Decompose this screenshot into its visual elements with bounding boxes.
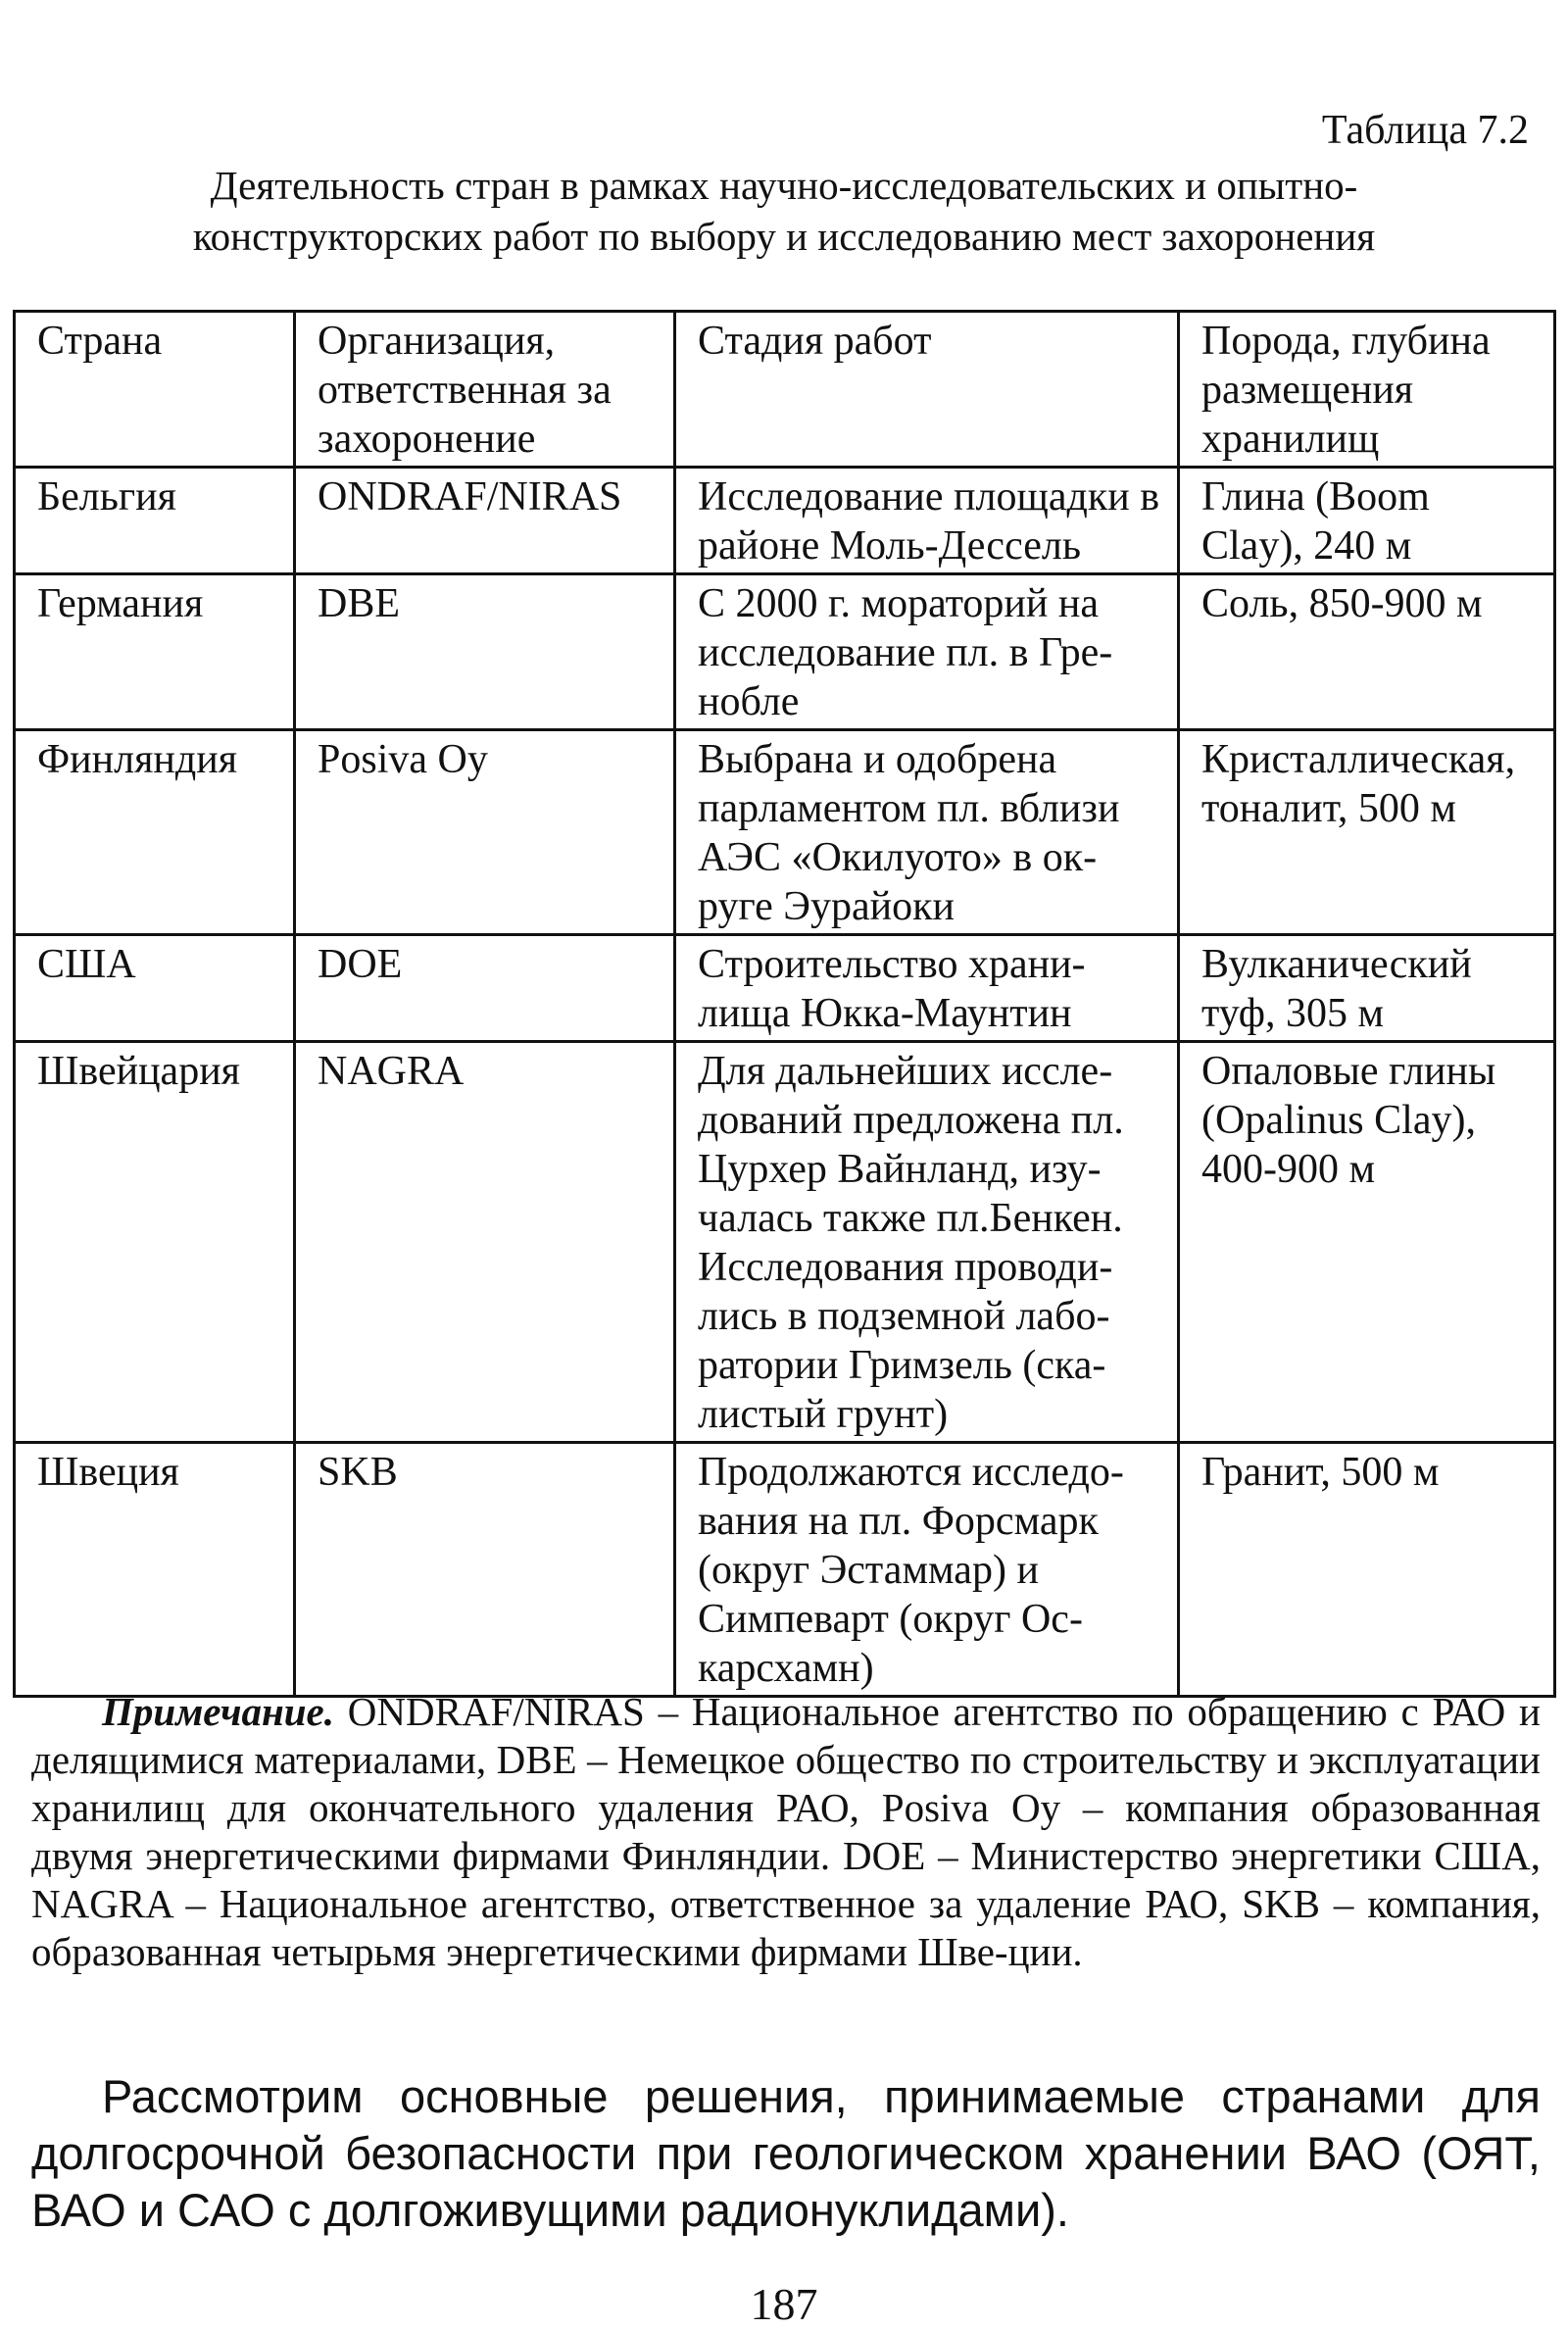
cell-stage: Продолжаются исследо-вания на пл. Форсмарк (округ Эстаммар) и Симпеварт (округ Ос-карсхамн) bbox=[675, 1443, 1179, 1697]
table-row bbox=[15, 730, 1555, 935]
cell-country: Германия bbox=[15, 574, 295, 730]
cell-stage: Для дальнейших иссле-дований предложена пл. Цурхер Вайнланд, изу-чалась также пл.Бенкен. Исследования проводи-лись в подземной лабо-ратории Гримзель (ска-листый грунт) bbox=[675, 1042, 1179, 1443]
table-note bbox=[31, 1688, 1541, 1976]
cell-rock-depth: Кристаллическая, тоналит, 500 м bbox=[1179, 730, 1555, 935]
cell-stage: Выбрана и одобрена парламентом пл. вблизи АЭС «Окилуото» в ок-руге Эурайоки bbox=[675, 730, 1179, 935]
cell-country: США bbox=[15, 935, 295, 1042]
cell-country: Швеция bbox=[15, 1443, 295, 1697]
table-row bbox=[15, 468, 1555, 574]
table-row bbox=[15, 935, 1555, 1042]
cell-organization: DOE bbox=[295, 935, 675, 1042]
cell-rock-depth: Гранит, 500 м bbox=[1179, 1443, 1555, 1697]
cell-organization: ONDRAF/NIRAS bbox=[295, 468, 675, 574]
header-stage: Стадия работ bbox=[675, 312, 1179, 468]
table-title: Деятельность стран в рамках научно-исследовательских и опытно-конструкторских работ по выбору и исследованию мест захоронения bbox=[192, 163, 1376, 259]
cell-organization: Posiva Oy bbox=[295, 730, 675, 935]
table-label: Таблица 7.2 bbox=[1321, 108, 1529, 153]
note-text: ONDRAF/NIRAS – Национальное агентство по обращению с РАО и делящимися материалами, DBE – Немецкое общество по строительству и эксплуатации хранилищ для окончательного удаления РАО, Posiva Oy – компания образованная двумя энергетическими фирмами Финляндии. DOE – Министерство энергетики США, NAGRA – Национальное агентство, ответственное за удаление РАО, SKB – компания, образованная четырьмя энергетическими фирмами Шве-ции. bbox=[31, 1689, 1541, 1974]
cell-country: Швейцария bbox=[15, 1042, 295, 1443]
table-row bbox=[15, 574, 1555, 730]
note-label: Примечание. bbox=[102, 1689, 334, 1734]
cell-organization: SKB bbox=[295, 1443, 675, 1697]
cell-country: Бельгия bbox=[15, 468, 295, 574]
table-row bbox=[15, 1042, 1555, 1443]
cell-stage: Строительство храни-лища Юкка-Маунтин bbox=[675, 935, 1179, 1042]
cell-rock-depth: Соль, 850-900 м bbox=[1179, 574, 1555, 730]
header-country: Страна bbox=[15, 312, 295, 468]
cell-country: Финляндия bbox=[15, 730, 295, 935]
cell-rock-depth: Глина (Boom Clay), 240 м bbox=[1179, 468, 1555, 574]
research-table bbox=[13, 310, 1556, 1698]
cell-organization: NAGRA bbox=[295, 1042, 675, 1443]
cell-rock-depth: Вулканический туф, 305 м bbox=[1179, 935, 1555, 1042]
cell-organization: DBE bbox=[295, 574, 675, 730]
table-row bbox=[15, 1443, 1555, 1697]
cell-rock-depth: Опаловые глины (Opalinus Clay), 400-900 м bbox=[1179, 1042, 1555, 1443]
page-number: 187 bbox=[750, 2279, 818, 2329]
cell-stage: С 2000 г. мораторий на исследование пл. в Гре-нобле bbox=[675, 574, 1179, 730]
body-paragraph: Рассмотрим основные решения, принимаемые странами для долгосрочной безопасности при геологическом хранении ВАО (ОЯТ, ВАО и САО с долгоживущими радионуклидами). bbox=[31, 2070, 1541, 2236]
cell-stage: Исследование площадки в районе Моль-Дессель bbox=[675, 468, 1179, 574]
header-organization: Организация, ответственная за захоронение bbox=[295, 312, 675, 468]
table-header-row bbox=[15, 312, 1555, 468]
header-rock-depth: Порода, глубина размещения хранилищ bbox=[1179, 312, 1555, 468]
